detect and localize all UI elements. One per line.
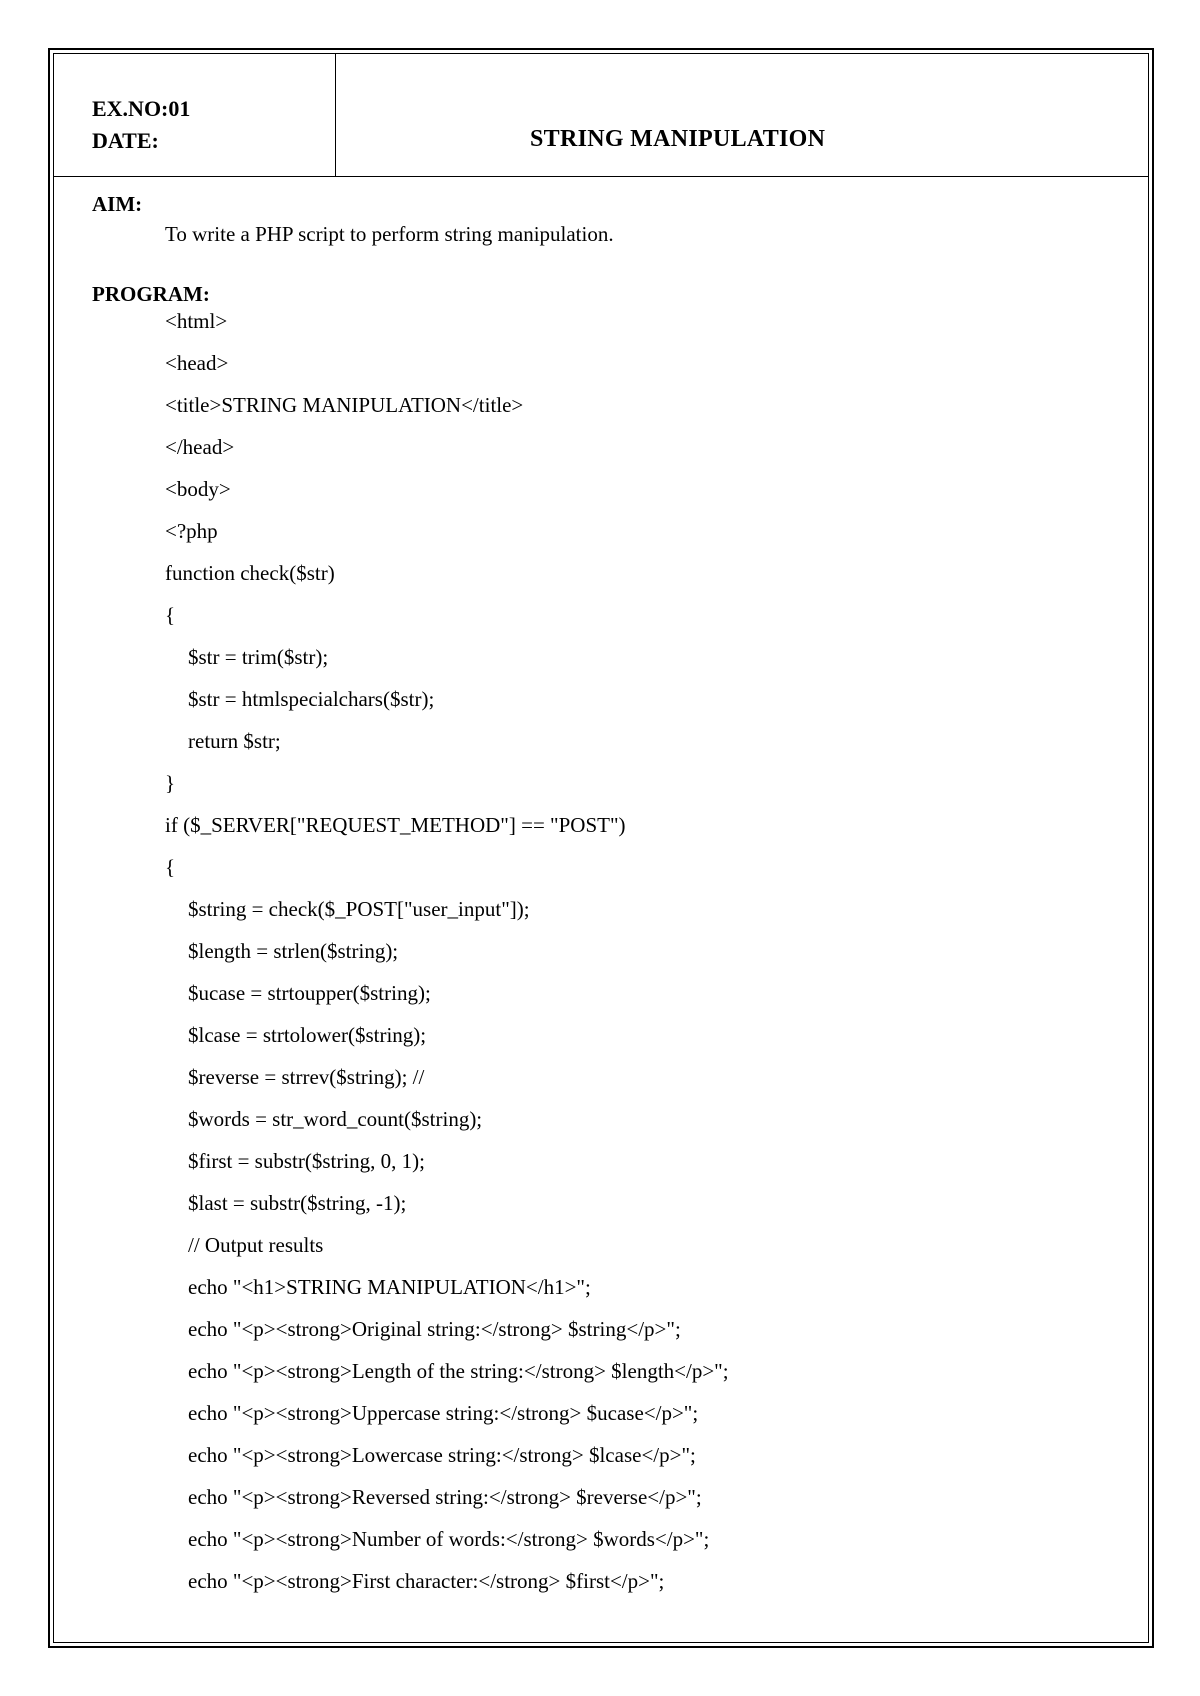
code-line: echo "<p><strong>Length of the string:</strong> $length</p>"; — [188, 1359, 729, 1383]
code-line: $words = str_word_count($string); — [188, 1107, 483, 1131]
aim-text: To write a PHP script to perform string manipulation. — [165, 222, 614, 246]
exercise-number: EX.NO:01 — [92, 96, 191, 121]
program-code — [165, 308, 729, 1610]
code-line: { — [165, 855, 176, 879]
code-line: $ucase = strtoupper($string); — [188, 981, 431, 1005]
code-line: // Output results — [188, 1233, 324, 1257]
code-line: function check($str) — [165, 561, 335, 585]
date-label: DATE: — [92, 128, 159, 153]
code-line: $first = substr($string, 0, 1); — [188, 1149, 425, 1173]
code-line: echo "<p><strong>Number of words:</strong> $words</p>"; — [188, 1527, 710, 1551]
code-line: $str = trim($str); — [188, 645, 329, 669]
code-line: <body> — [165, 477, 231, 501]
code-line: $string = check($_POST["user_input"]); — [188, 897, 530, 921]
code-line: <head> — [165, 351, 229, 375]
code-line: $str = htmlspecialchars($str); — [188, 687, 435, 711]
page-title: STRING MANIPULATION — [530, 126, 826, 152]
code-line: echo "<p><strong>Lowercase string:</strong> $lcase</p>"; — [188, 1443, 696, 1467]
code-line: { — [165, 603, 176, 627]
program-heading: PROGRAM: — [92, 282, 210, 306]
code-line: $length = strlen($string); — [188, 939, 399, 963]
code-line: echo "<h1>STRING MANIPULATION</h1>"; — [188, 1275, 591, 1299]
code-line: $last = substr($string, -1); — [188, 1191, 407, 1215]
code-line: if ($_SERVER["REQUEST_METHOD"] == "POST") — [165, 813, 626, 837]
code-line: $reverse = strrev($string); // — [188, 1065, 425, 1089]
code-line: <html> — [165, 309, 228, 333]
code-line: return $str; — [188, 729, 281, 753]
code-line: echo "<p><strong>Reversed string:</strong> $reverse</p>"; — [188, 1485, 702, 1509]
code-line: echo "<p><strong>Original string:</strong> $string</p>"; — [188, 1317, 681, 1341]
code-line: <?php — [165, 519, 218, 543]
aim-heading: AIM: — [92, 192, 143, 216]
header-divider — [53, 176, 1149, 177]
code-line: $lcase = strtolower($string); — [188, 1023, 427, 1047]
code-line: <title>STRING MANIPULATION</title> — [165, 393, 524, 417]
code-line: echo "<p><strong>Uppercase string:</strong> $ucase</p>"; — [188, 1401, 699, 1425]
code-line: </head> — [165, 435, 235, 459]
code-line: echo "<p><strong>First character:</strong> $first</p>"; — [188, 1569, 665, 1593]
header-column-divider — [335, 53, 336, 176]
code-line: } — [165, 771, 176, 795]
